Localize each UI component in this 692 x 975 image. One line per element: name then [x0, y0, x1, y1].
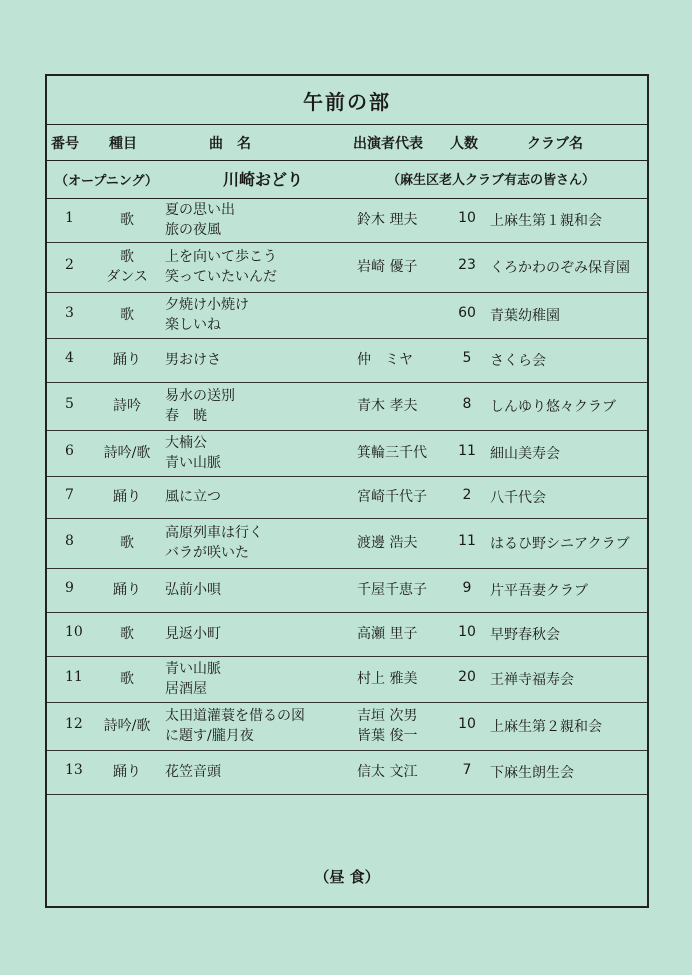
- row-number: 13: [65, 762, 83, 778]
- table-row: [47, 568, 647, 613]
- row-performer-1: 箕輪三千代: [357, 445, 427, 461]
- row-club: 上麻生第１親和会: [490, 213, 602, 229]
- row-genre: 詩吟/歌: [103, 445, 151, 461]
- row-genre: 歌: [120, 671, 134, 687]
- table-row: [47, 338, 647, 383]
- row-performer-1: 岩崎 優子: [357, 259, 418, 275]
- row-genre: 歌: [120, 212, 134, 228]
- row-count: 2: [462, 487, 472, 503]
- row-number: 6: [65, 443, 74, 459]
- row-count: 5: [462, 350, 472, 366]
- row-song-2: 楽しいね: [165, 317, 221, 333]
- row-song-1: 上を向いて歩こう: [165, 249, 277, 265]
- row-song-1: 見返小町: [165, 626, 221, 642]
- table-header: [47, 124, 647, 161]
- row-club: 青葉幼稚園: [490, 308, 560, 324]
- row-performer-1: 青木 孝夫: [357, 398, 418, 414]
- row-song-2: 居酒屋: [165, 681, 207, 697]
- row-song-1: 大楠公: [165, 435, 207, 451]
- row-song-2: バラが咲いた: [165, 545, 249, 561]
- row-song-2: 青い山脈: [165, 455, 221, 471]
- row-club: くろかわのぞみ保育園: [490, 260, 630, 276]
- header-genre: 種目: [109, 136, 137, 152]
- table-row: [47, 476, 647, 519]
- row-count: 23: [458, 257, 476, 273]
- table-row: [47, 430, 647, 477]
- row-song-1: 男おけさ: [165, 352, 221, 368]
- row-genre: 踊り: [113, 352, 141, 368]
- row-song-1: 高原列車は行く: [165, 525, 263, 541]
- table-row: [47, 702, 647, 751]
- row-genre: 踊り: [113, 489, 141, 505]
- row-count: 10: [458, 716, 476, 732]
- row-performer-1: 吉垣 次男: [357, 708, 418, 724]
- row-count: 10: [458, 210, 476, 226]
- row-genre: 踊り: [113, 764, 141, 780]
- header-club: クラブ名: [527, 136, 583, 152]
- row-number: 4: [65, 350, 74, 366]
- row-performer-1: 高瀬 里子: [357, 626, 418, 642]
- row-song-1: 花笠音頭: [165, 764, 221, 780]
- row-club: 下麻生朗生会: [490, 765, 574, 781]
- header-number: 番号: [51, 136, 79, 152]
- row-performer-1: 信太 文江: [357, 764, 418, 780]
- row-performer-1: 渡邊 浩夫: [357, 535, 418, 551]
- row-number: 11: [65, 669, 83, 685]
- row-number: 10: [65, 624, 83, 640]
- table-row: [47, 518, 647, 569]
- row-count: 20: [458, 669, 476, 685]
- row-number: 2: [65, 257, 74, 273]
- row-song-2: 春 暁: [165, 408, 207, 424]
- row-song-1: 青い山脈: [165, 661, 221, 677]
- section-title: 午前の部: [47, 76, 647, 125]
- row-song-1: 太田道灌蓑を借るの図: [165, 708, 305, 724]
- row-count: 10: [458, 624, 476, 640]
- row-club: 早野春秋会: [490, 627, 560, 643]
- row-club: 八千代会: [490, 490, 546, 506]
- row-song-1: 夏の思い出: [165, 202, 235, 218]
- row-number: 7: [65, 487, 74, 503]
- row-number: 8: [65, 533, 74, 549]
- opening-song: 川崎おどり: [223, 170, 304, 189]
- row-song-2: 笑っていたいんだ: [165, 269, 277, 285]
- row-song-2: 旅の夜風: [165, 222, 221, 238]
- row-club: はるひ野シニアクラブ: [490, 536, 630, 552]
- table-row: [47, 198, 647, 243]
- table-row: [47, 242, 647, 293]
- row-count: 60: [458, 305, 476, 321]
- row-performer-1: 宮崎千代子: [357, 489, 427, 505]
- row-number: 5: [65, 396, 74, 412]
- row-club: 細山美寿会: [490, 446, 560, 462]
- lunch-label: （昼 食）: [314, 867, 380, 886]
- header-song: 曲 名: [209, 136, 251, 152]
- row-performer-2: 皆葉 俊一: [357, 728, 418, 744]
- row-genre: 詩吟/歌: [103, 718, 151, 734]
- row-song-1: 易水の送別: [165, 388, 235, 404]
- opening-label: （オープニング）: [55, 174, 158, 189]
- row-club: さくら会: [490, 353, 546, 369]
- table-row: [47, 750, 647, 795]
- row-club: 王禅寺福寿会: [490, 672, 574, 688]
- row-genre: 歌: [120, 626, 134, 642]
- row-performer-1: 仲 ミヤ: [357, 352, 413, 368]
- row-genre: 踊り: [113, 582, 141, 598]
- row-club: 上麻生第２親和会: [490, 719, 602, 735]
- row-song-1: 風に立つ: [165, 489, 221, 505]
- row-performer-1: 鈴木 理夫: [357, 212, 418, 228]
- table-row: [47, 292, 647, 339]
- opening-row: [47, 160, 647, 199]
- opening-club: （麻生区老人クラブ有志の皆さん）: [387, 173, 596, 188]
- row-number: 9: [65, 580, 74, 596]
- header-performer: 出演者代表: [353, 136, 423, 152]
- row-genre: 歌 ダンス: [106, 249, 148, 285]
- row-song-1: 弘前小唄: [165, 582, 221, 598]
- row-song-2: に題す/朧月夜: [165, 728, 254, 744]
- program-table: [45, 74, 649, 908]
- row-count: 9: [462, 580, 472, 596]
- header-count: 人数: [450, 136, 478, 152]
- row-performer-1: 千屋千恵子: [357, 582, 427, 598]
- row-genre: 歌: [120, 535, 134, 551]
- row-number: 12: [65, 716, 83, 732]
- row-performer-1: 村上 雅美: [357, 671, 418, 687]
- row-club: しんゆり悠々クラブ: [490, 399, 616, 415]
- row-club: 片平吾妻クラブ: [490, 583, 588, 599]
- table-row: [47, 656, 647, 703]
- row-song-1: 夕焼け小焼け: [165, 297, 249, 313]
- row-number: 3: [65, 305, 74, 321]
- row-genre: 詩吟: [113, 398, 141, 414]
- row-count: 11: [458, 533, 476, 549]
- row-number: 1: [65, 210, 74, 226]
- row-count: 7: [462, 762, 472, 778]
- table-row: [47, 612, 647, 657]
- table-row: [47, 382, 647, 431]
- row-count: 8: [462, 396, 472, 412]
- row-count: 11: [458, 443, 476, 459]
- row-genre: 歌: [120, 307, 134, 323]
